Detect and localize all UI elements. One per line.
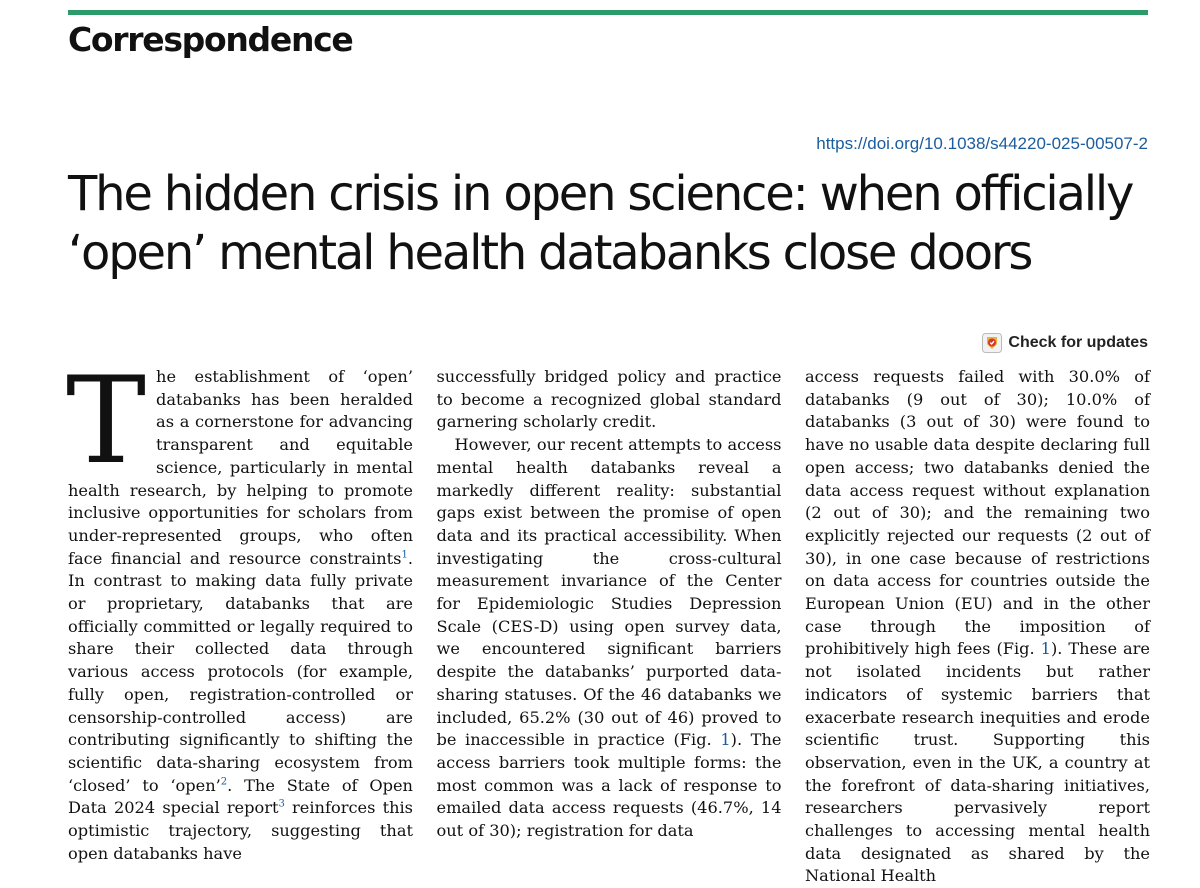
body-text: ). These are not isolated incidents but rather indicators of systemic barriers that exacerbate research inequities and erode scientific trust. Supporting this observation, even in the UK, a country at the forefront of data-sharing initiatives, researchers pervasively report challenges to accessing mental health data designated as shared by the National Health bbox=[805, 639, 1150, 886]
doi-link[interactable]: https://doi.org/10.1038/s44220-025-00507-2 bbox=[816, 134, 1148, 153]
paragraph bbox=[66, 352, 413, 865]
body-columns bbox=[66, 352, 1150, 888]
body-text: . In contrast to making data fully private or proprietary, databanks that are officially committed or legally required to share their collected data through various access protocols (for example, fully open, registration-controlled or censorship-controlled access) are contributing significantly to shifting the scientific data-sharing ecosystem from ‘closed’ to ‘open’ bbox=[68, 548, 413, 795]
column-2 bbox=[437, 366, 782, 888]
figure-link[interactable]: 1 bbox=[720, 730, 731, 750]
paragraph bbox=[437, 366, 782, 434]
body-text: successfully bridged policy and practice to become a recognized global standard garnering scholarly credit. bbox=[436, 367, 782, 432]
column-3 bbox=[805, 366, 1150, 888]
body-text: . The State of Open Data 2024 special report bbox=[68, 775, 413, 818]
reference-link-2[interactable]: 2 bbox=[220, 776, 228, 788]
article-title: The hidden crisis in open science: when officially ‘open’ mental health databanks close doors bbox=[68, 166, 1133, 281]
body-text: However, our recent attempts to access mental health databanks reveal a markedly different reality: substantial gaps exist between the promise of open data and its practical accessibility. When investigating the cross-cultural measurement invariance of the Center for Epidemiologic Studies Depression Scale (CES-D) using open survey data, we encountered significant barriers despite the databanks’ purported data-sharing statuses. Of the 46 databanks we included, 65.2% (30 out of 46) proved to be inaccessible in practice (Fig. bbox=[436, 435, 782, 750]
crossmark-icon bbox=[982, 333, 1002, 353]
body-text: reinforces this optimistic trajectory, suggesting that open databanks have bbox=[68, 798, 413, 863]
paragraph bbox=[437, 434, 782, 843]
drop-cap: T bbox=[66, 352, 147, 491]
section-label: Correspondence bbox=[68, 20, 353, 59]
body-text: he establishment of ‘open’ databanks has been heralded as a cornerstone for advancing transparent and equitable science, particularly in mental health research, by helping to promote inclusive opportunities for scholars from under-represented groups, who often face financial and resource constraints bbox=[68, 367, 413, 568]
figure-link[interactable]: 1 bbox=[1040, 639, 1051, 659]
paragraph bbox=[805, 366, 1150, 888]
check-for-updates-button[interactable] bbox=[982, 333, 1148, 353]
top-accent-rule bbox=[68, 10, 1148, 15]
body-text: ). The access barriers took multiple forms: the most common was a lack of response to emailed data access requests (46.7%, 14 out of 30); registration for data bbox=[436, 730, 782, 841]
reference-link-1[interactable]: 1 bbox=[401, 549, 408, 561]
check-for-updates-label: Check for updates bbox=[1008, 334, 1148, 351]
column-1 bbox=[66, 352, 413, 888]
body-text: access requests failed with 30.0% of databanks (9 out of 30); 10.0% of databanks (3 out of 30) were found to have no usable data despite declaring full open access; two databanks denied the data access request without explanation (2 out of 30); and the remaining two explicitly rejected our requests (2 out of 30), in one case because of restrictions on data access for countries outside the European Union (EU) and in the other case through the imposition of prohibitively high fees (Fig. bbox=[805, 367, 1150, 659]
reference-link-3[interactable]: 3 bbox=[278, 798, 285, 810]
